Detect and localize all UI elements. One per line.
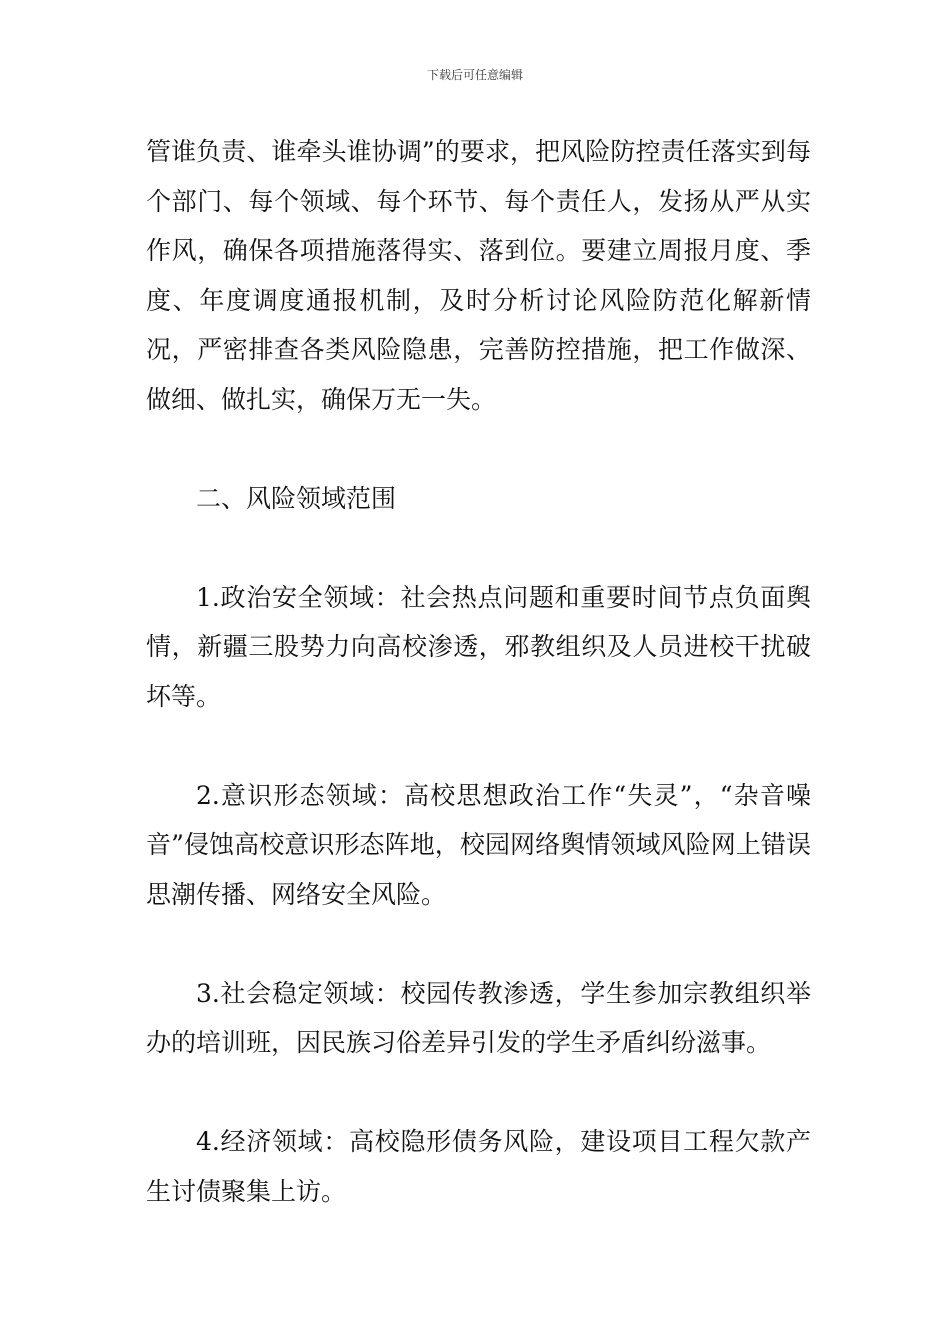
section-heading: 二、风险领域范围 [196,483,397,513]
list-item-economy: 4.经济领域：高校隐形债务风险，建设项目工程欠款产生讨债聚集上访。 [146,1127,811,1206]
list-item-social-stability: 3.社会稳定领域：校园传教渗透，学生参加宗教组织举办的培训班，因民族习俗差异引发的学生矛盾纠纷滋事。 [146,978,811,1057]
document-body [146,127,811,1216]
list-item-ideology: 2.意识形态领域：高校思想政治工作“失灵”，“杂音噪音”侵蚀高校意识形态阵地，校园网络舆情领域风险网上错误思潮传播、网络安全风险。 [146,780,811,909]
page-header: 下载后可任意编辑 [426,68,523,82]
paragraph-continuation: 管谁负责、谁牵头谁协调”的要求，把风险防控责任落实到每个部门、每个领域、每个环节、每个责任人，发扬从严从实作风，确保各项措施落得实、落到位。要建立周报月度、季度、年度调度通报机制，及时分析讨论风险防范化解新情况，严密排查各类风险隐患，完善防控措施，把工作做深、做细、做扎实，确保万无一失。 [146,137,811,414]
list-item-political-security: 1.政治安全领域：社会热点问题和重要时间节点负面舆情，新疆三股势力向高校渗透，邪教组织及人员进校干扰破坏等。 [146,582,811,711]
